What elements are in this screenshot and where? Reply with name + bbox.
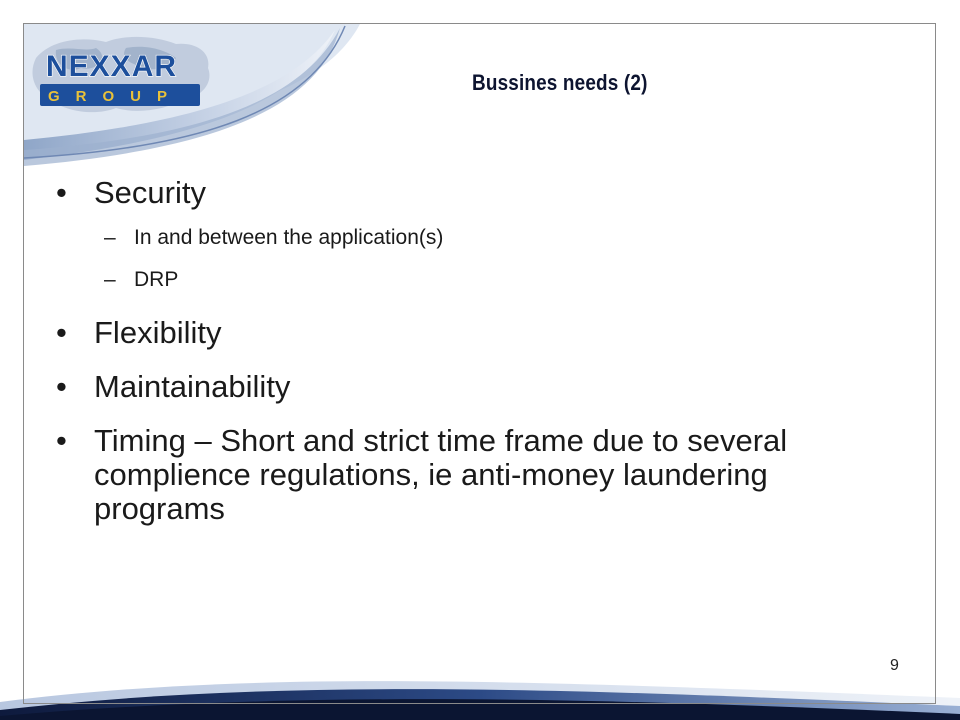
bullet-security xyxy=(56,176,876,210)
slide-content xyxy=(56,176,876,526)
sub-bullet-dash: – xyxy=(104,268,116,291)
sub-bullet-text: DRP xyxy=(134,268,179,291)
page-number: 9 xyxy=(890,657,899,674)
bullet-text: Security xyxy=(94,175,206,210)
logo-brand-text: NEXXAR xyxy=(46,50,178,83)
bullet-maintainability xyxy=(56,370,876,404)
bullet-dot: • xyxy=(56,175,67,210)
logo-sub-text: GROUP xyxy=(48,88,184,105)
sub-bullet-dash: – xyxy=(104,226,116,249)
sub-bullet-application xyxy=(56,226,876,250)
bullet-dot: • xyxy=(56,369,67,404)
bullet-timing xyxy=(56,424,894,526)
bullet-text: Maintainability xyxy=(94,369,291,404)
bullet-text: Flexibility xyxy=(94,315,222,350)
bullet-dot: • xyxy=(56,315,67,350)
sub-bullet-text: In and between the application(s) xyxy=(134,226,444,249)
sub-bullet-drp xyxy=(56,268,876,292)
bullet-text: Timing – Short and strict time frame due to several complience regulations, ie anti-money laundering programs xyxy=(94,423,788,526)
bullet-dot: • xyxy=(56,423,67,458)
slide-title: Bussines needs (2) xyxy=(472,70,648,95)
nexxar-group-logo xyxy=(26,28,216,123)
bullet-flexibility xyxy=(56,316,876,350)
